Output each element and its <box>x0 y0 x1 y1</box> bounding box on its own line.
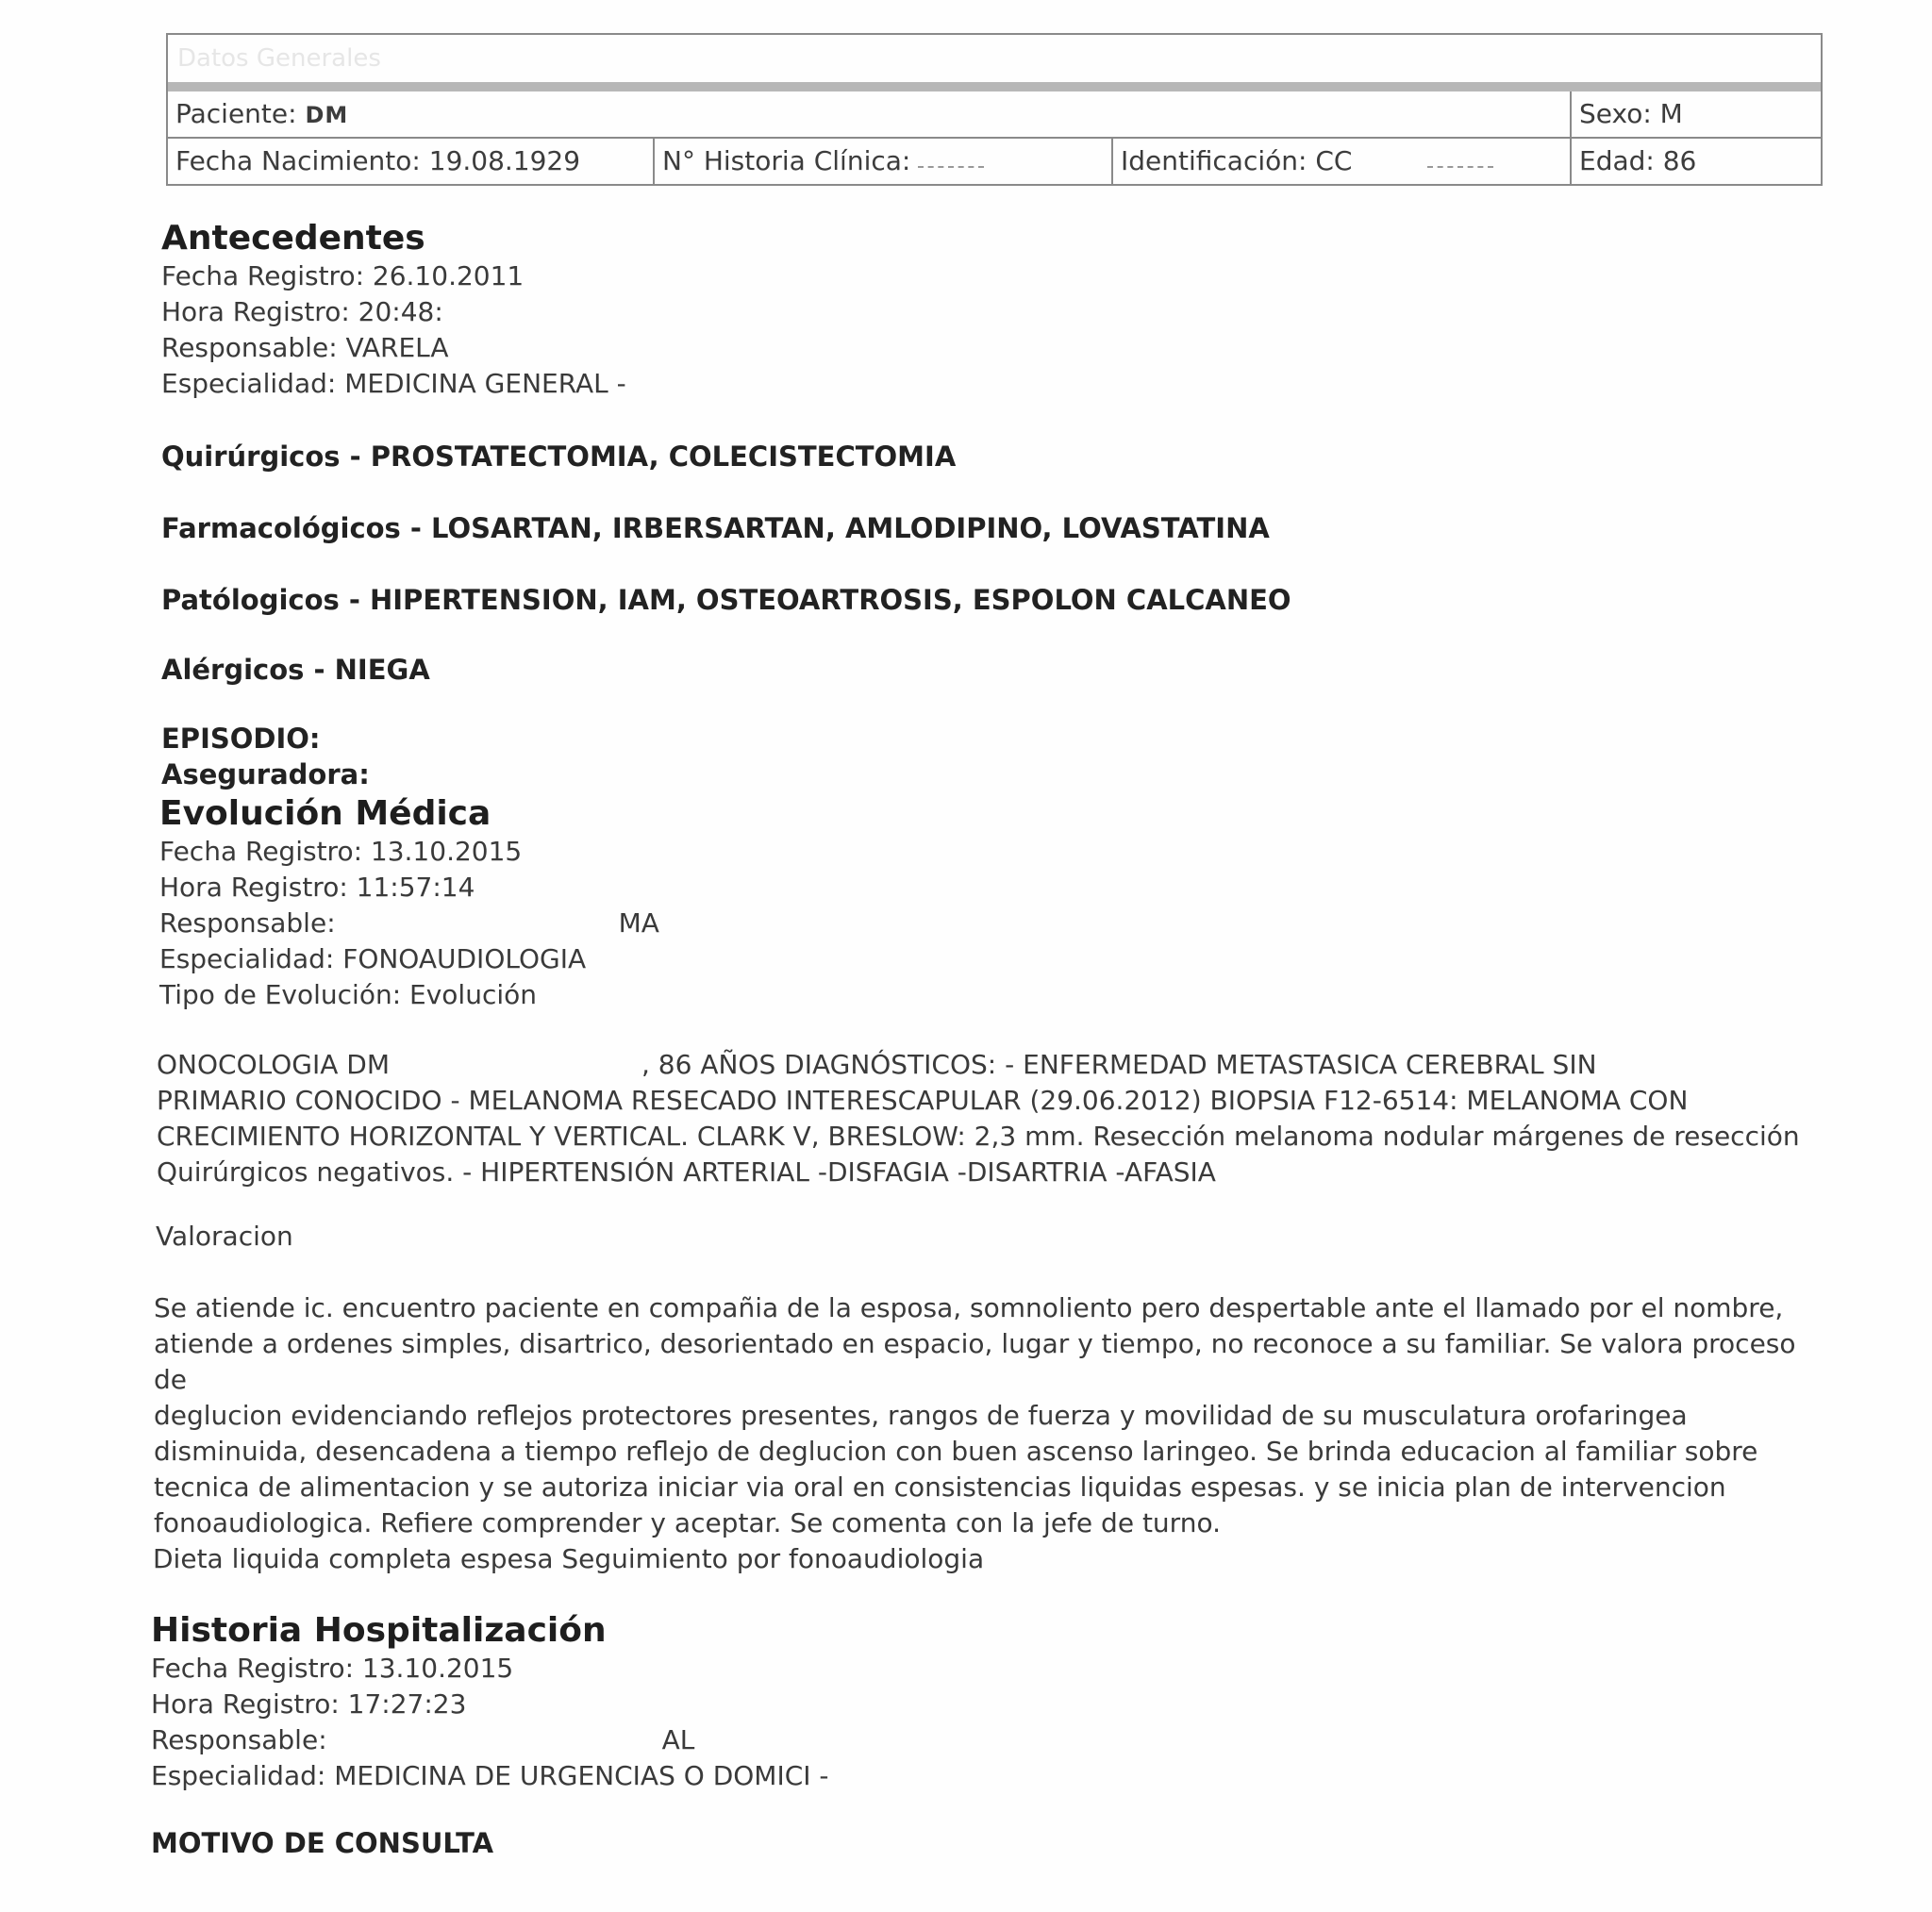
assessment-line: tecnica de alimentacion y se autoriza iniciar via oral en consistencias liquidas espesas. y se inicia plan de intervencion <box>154 1471 1726 1503</box>
header-title: Datos Generales <box>168 35 1821 91</box>
hospitalization-responsible-value: AL <box>661 1724 695 1755</box>
hospitalization-responsible <box>151 1722 829 1758</box>
hospitalization-time: Hora Registro: 17:27:23 <box>151 1688 467 1720</box>
hospitalization-title: Historia Hospitalización <box>151 1611 607 1650</box>
evolution-section <box>159 794 659 1013</box>
redacted-mark <box>1427 157 1493 168</box>
patient-label: Paciente: <box>175 98 297 129</box>
diagnosis-line: PRIMARIO CONOCIDO - MELANOMA RESECADO INTERESCAPULAR (29.06.2012) BIOPSIA F12-6514: MELANOMA CON <box>157 1085 1689 1116</box>
allergies: Alérgicos - NIEGA <box>161 654 430 686</box>
clinical-history-label: N° Historia Clínica: <box>662 145 911 176</box>
hospitalization-specialty: Especialidad: MEDICINA DE URGENCIAS O DOMICI - <box>151 1760 829 1791</box>
antecedentes-responsible: Responsable: VARELA <box>161 332 449 363</box>
assessment-line: fonoaudiologica. Refiere comprender y aceptar. Se comenta con la jefe de turno. <box>154 1507 1221 1538</box>
clinical-history-cell <box>653 139 1111 184</box>
chief-complaint-heading: MOTIVO DE CONSULTA <box>151 1827 494 1859</box>
episode-label: EPISODIO: <box>161 723 321 755</box>
antecedentes-specialty: Especialidad: MEDICINA GENERAL - <box>161 368 626 399</box>
evolution-responsible-value: MA <box>618 907 659 939</box>
antecedentes-time: Hora Registro: 20:48: <box>161 296 443 327</box>
evolution-responsible-label: Responsable: <box>159 907 336 939</box>
antecedentes-title: Antecedentes <box>161 219 425 258</box>
patient-value: DM <box>305 102 349 128</box>
episode-section <box>161 721 370 792</box>
diagnosis-line: Quirúrgicos negativos. - HIPERTENSIÓN ARTERIAL -DISFAGIA -DISARTRIA -AFASIA <box>157 1156 1216 1188</box>
identification-label: Identificación: CC <box>1121 145 1353 176</box>
evolution-time: Hora Registro: 11:57:14 <box>159 872 475 903</box>
assessment-line: disminuida, desencadena a tiempo reflejo de deglucion con buen ascenso laringeo. Se brinda educacion al familiar sobre <box>154 1436 1758 1467</box>
header-row-patient <box>168 91 1821 137</box>
evolution-responsible <box>159 906 659 941</box>
diagnosis-paragraph <box>157 1047 1836 1190</box>
evolution-type: Tipo de Evolución: Evolución <box>159 979 537 1010</box>
assessment-line: Se atiende ic. encuentro paciente en compañia de la esposa, somnoliento pero despertable ante el llamado por el nombre, <box>154 1292 1784 1323</box>
header-row-details <box>168 137 1821 184</box>
assessment-line: deglucion evidenciando reflejos protectores presentes, rangos de fuerza y movilidad de su musculatura orofaringea <box>154 1400 1688 1431</box>
assessment-heading: Valoracion <box>156 1221 293 1252</box>
diagnosis-line: ONOCOLOGIA DM , 86 AÑOS DIAGNÓSTICOS: - ENFERMEDAD METASTASICA CEREBRAL SIN <box>157 1049 1597 1080</box>
hospitalization-section <box>151 1611 829 1794</box>
birth-date-cell: Fecha Nacimiento: 19.08.1929 <box>175 145 581 176</box>
hospitalization-responsible-label: Responsable: <box>151 1724 327 1755</box>
assessment-paragraph <box>154 1290 1833 1541</box>
pharmacological-history: Farmacológicos - LOSARTAN, IRBERSARTAN, AMLODIPINO, LOVASTATINA <box>161 512 1270 544</box>
antecedentes-section <box>161 219 626 402</box>
identification-cell <box>1111 139 1570 184</box>
patient-name-cell <box>168 91 1570 137</box>
evolution-date: Fecha Registro: 13.10.2015 <box>159 836 523 867</box>
surgical-history: Quirúrgicos - PROSTATECTOMIA, COLECISTECTOMIA <box>161 441 957 473</box>
assessment-line: atiende a ordenes simples, disartrico, desorientado en espacio, lugar y tiempo, no reconoce a su familiar. Se valora proceso de <box>154 1328 1796 1395</box>
patient-header-table <box>166 33 1823 186</box>
age-cell: Edad: 86 <box>1570 139 1821 184</box>
insurer-label: Aseguradora: <box>161 758 370 790</box>
sex-cell: Sexo: M <box>1570 91 1821 137</box>
diagnosis-line: CRECIMIENTO HORIZONTAL Y VERTICAL. CLARK V, BRESLOW: 2,3 mm. Resección melanoma nodular márgenes de resección <box>157 1121 1800 1152</box>
antecedentes-date: Fecha Registro: 26.10.2011 <box>161 260 525 291</box>
redacted-mark <box>918 157 984 168</box>
evolution-specialty: Especialidad: FONOAUDIOLOGIA <box>159 943 587 974</box>
hospitalization-date: Fecha Registro: 13.10.2015 <box>151 1653 514 1684</box>
diet-note: Dieta liquida completa espesa Seguimiento por fonoaudiologia <box>153 1543 985 1574</box>
evolution-title: Evolución Médica <box>159 794 491 833</box>
pathological-history: Patólogicos - HIPERTENSION, IAM, OSTEOARTROSIS, ESPOLON CALCANEO <box>161 584 1291 616</box>
